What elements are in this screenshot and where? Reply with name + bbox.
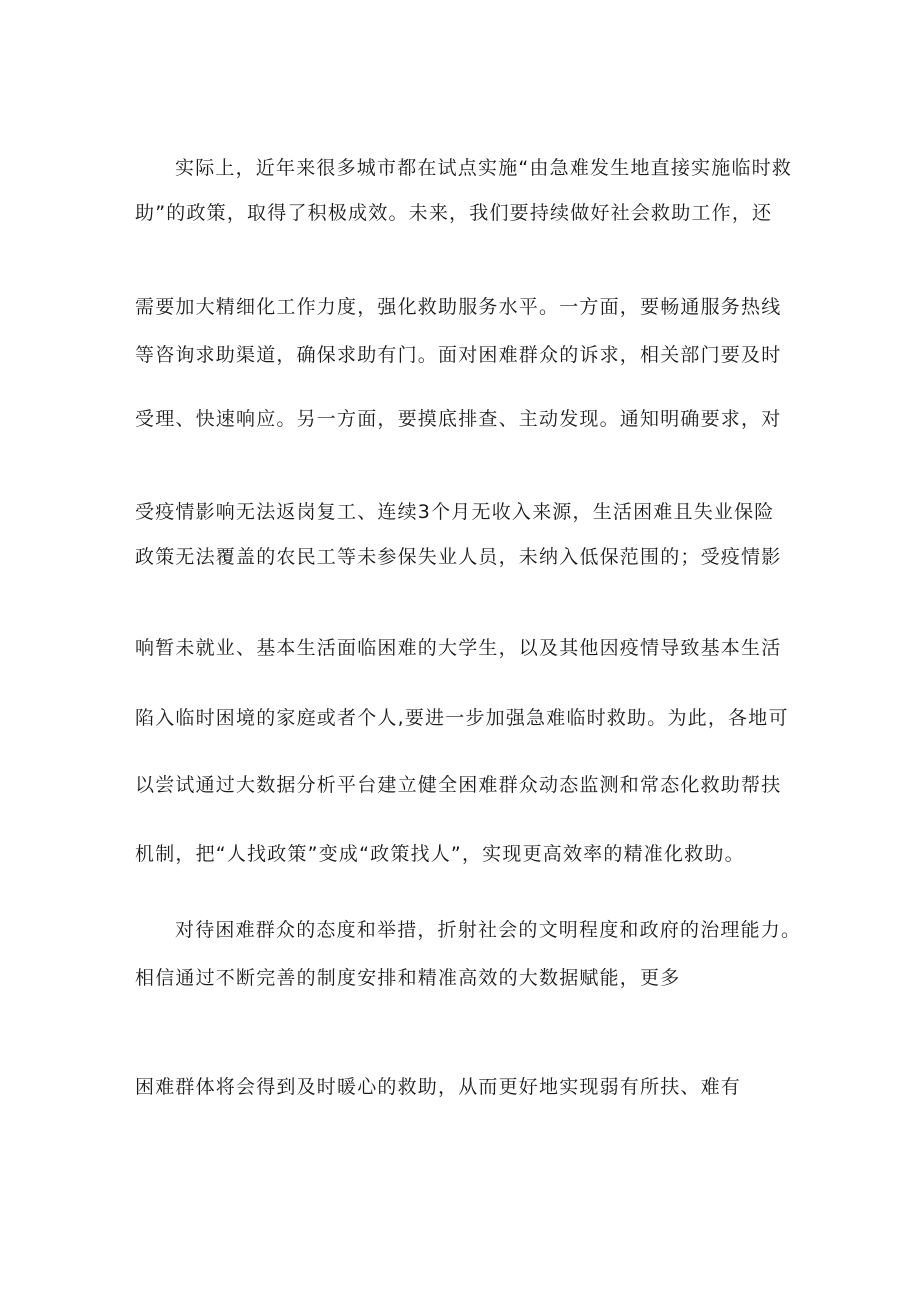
paragraph-1-line-3: 需要加大精细化工作力度，强化救助服务水平。一方面，要畅通服务热线	[135, 296, 782, 318]
paragraph-1-line-11: 机制，把“人找政策”变成“政策找人”，实现更高效率的精准化救助。	[135, 843, 745, 865]
paragraph-1-line-4: 等咨询求助渠道，确保求助有门。面对困难群众的诉求，相关部门要及时	[135, 344, 782, 366]
paragraph-1-line-6: 受疫情影响无法返岗复工、连续3个月无收入来源，生活困难且失业保险	[135, 501, 775, 523]
paragraph-1-line-5: 受理、快速响应。另一方面，要摸底排查、主动发现。通知明确要求，对	[135, 408, 782, 430]
paragraph-2-line-1: 对待困难群众的态度和举措，折射社会的文明程度和政府的治理能力。	[175, 919, 802, 941]
paragraph-1-line-9: 陷入临时困境的家庭或者个人,要进一步加强急难临时救助。为此，各地可	[135, 707, 789, 729]
paragraph-2-line-2: 相信通过不断完善的制度安排和精准高效的大数据赋能，更多	[135, 967, 681, 989]
paragraph-1-line-7: 政策无法覆盖的农民工等未参保失业人员，未纳入低保范围的；受疫情影	[135, 546, 782, 568]
paragraph-1-line-8: 响暂未就业、基本生活面临困难的大学生，以及其他因疫情导致基本生活	[135, 637, 782, 659]
paragraph-1-line-10: 以尝试通过大数据分析平台建立健全困难群众动态监测和常态化救助帮扶	[135, 774, 782, 796]
paragraph-1-line-2: 助”的政策，取得了积极成效。未来，我们要持续做好社会救助工作，还	[135, 202, 773, 224]
paragraph-1-line-1: 实际上，近年来很多城市都在试点实施“由急难发生地直接实施临时救	[175, 157, 793, 179]
paragraph-2-line-3: 困难群体将会得到及时暖心的救助，从而更好地实现弱有所扶、难有	[135, 1076, 742, 1098]
